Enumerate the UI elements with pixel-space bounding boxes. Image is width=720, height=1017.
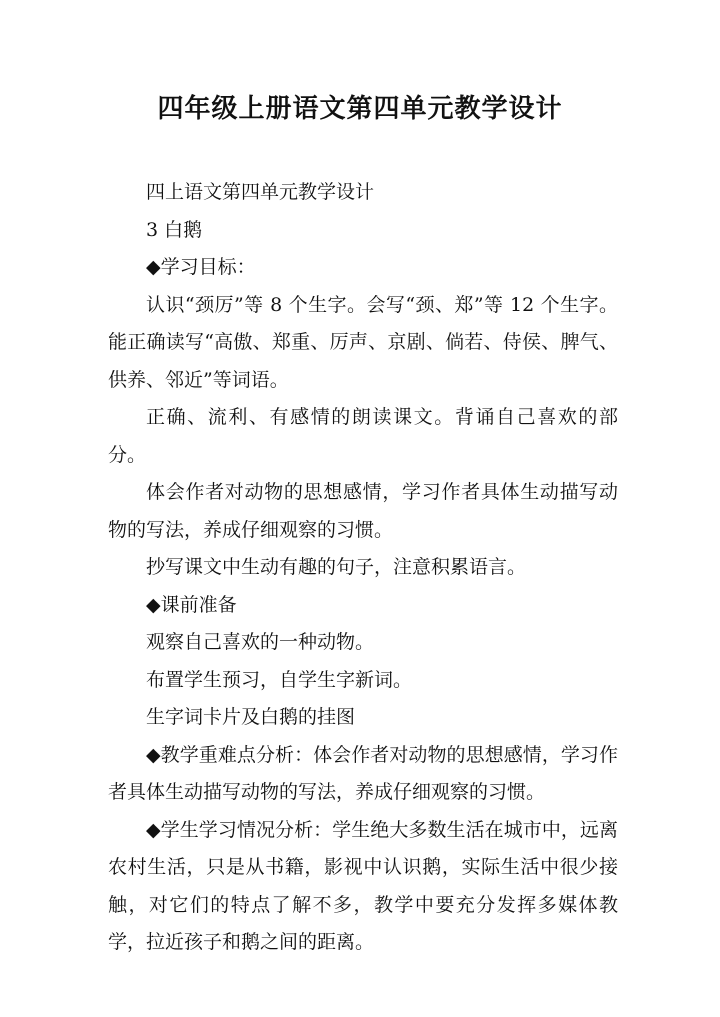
- paragraph-preparation-1: 观察自己喜欢的一种动物。: [146, 631, 375, 653]
- document-body: [108, 174, 618, 962]
- paragraph-key-points: ◆教学重难点分析：体会作者对动物的思想感情，学习作者具体生动描写动物的写法，养成仔细观察的习惯。: [108, 743, 618, 803]
- paragraph-preparation-heading: ◆课前准备: [146, 593, 237, 616]
- paragraph-subtitle: 四上语文第四单元教学设计: [146, 181, 375, 203]
- paragraph-objective-2: 正确、流利、有感情的朗读课文。背诵自己喜欢的部分。: [108, 406, 618, 466]
- paragraph-preparation-3: 生字词卡片及白鹅的挂图: [146, 706, 356, 728]
- paragraph-preparation-2: 布置学生预习，自学生字新词。: [146, 668, 413, 691]
- paragraph-lesson-heading: 3 白鹅: [146, 218, 203, 241]
- paragraph-objective-1: 认识“颈厉”等 8 个生字。会写“颈、郑”等 12 个生字。能正确读写“高傲、郑重、厉声、京剧、倘若、侍侯、脾气、供养、邻近”等词语。: [108, 293, 618, 391]
- document-title: 四年级上册语文第四单元教学设计: [157, 94, 563, 124]
- paragraph-objectives-heading: ◆学习目标：: [146, 256, 256, 278]
- paragraph-student-analysis: ◆学生学习情况分析：学生绝大多数生活在城市中，远离农村生活，只是从书籍，影视中认识鹅，实际生活中很少接触，对它们的特点了解不多，教学中要充分发挥多媒体教学，拉近孩子和鹅之间的距离。: [108, 818, 618, 953]
- paragraph-objective-4: 抄写课文中生动有趣的句子，注意积累语言。: [146, 556, 527, 578]
- paragraph-objective-3: 体会作者对动物的思想感情，学习作者具体生动描写动物的写法，养成仔细观察的习惯。: [108, 481, 618, 541]
